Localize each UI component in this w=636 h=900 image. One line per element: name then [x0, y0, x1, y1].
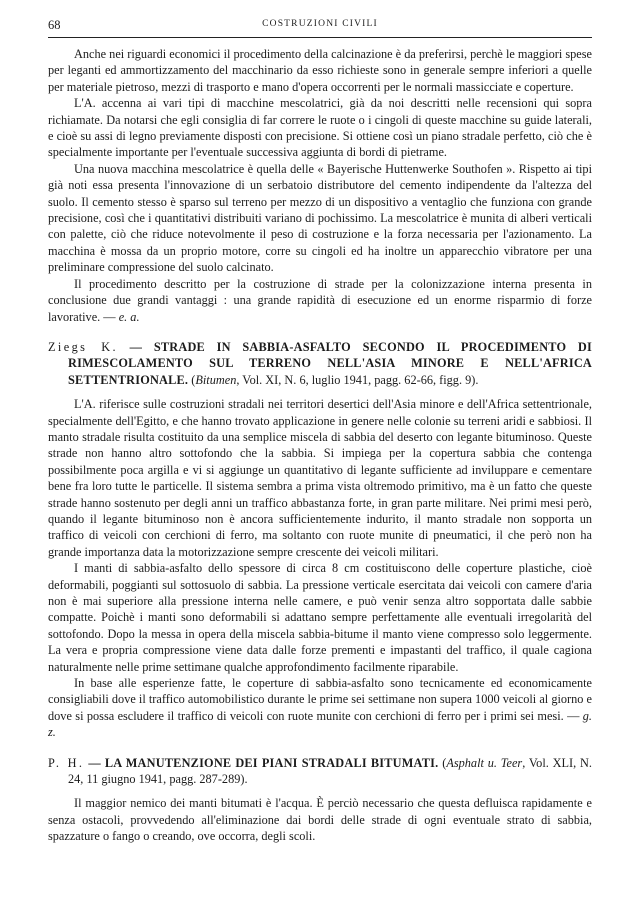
- spacer: [48, 741, 592, 755]
- page-header: [48, 18, 592, 34]
- spacer: [48, 787, 592, 795]
- paragraph: [48, 675, 592, 741]
- running-title: COSTRUZIONI CIVILI: [262, 19, 378, 29]
- paragraph: Il maggior nemico dei manti bitumati è l'acqua. È perciò necessario che questa defluisca rapidamente e senza ostacoli, provvedendo all'eliminazione dai bordi delle strade di ogni eventuale strato di sabbia, spazzature o fango o creando, ove occorra, degli scoli.: [48, 796, 592, 844]
- spacer: [48, 325, 592, 339]
- entry-source-open: (: [188, 372, 196, 387]
- entry-source-open: (: [438, 755, 447, 770]
- review-entry-heading: [48, 339, 592, 388]
- entry-source-journal: Bitumen: [195, 372, 237, 387]
- entry-source-details: , Vol. XLI, N. 24, 11 giugno 1941, pagg. 287-289).: [68, 755, 592, 787]
- paragraph: L'A. riferisce sulle costruzioni stradali nei territori desertici dell'Asia minore e dell'Africa settentrionale, specialmente dell'Egitto, e che hanno trovato applicazione in genere nelle colonie su terreni aridi e sabbiosi. Il manto stradale risulta costituito da una semplice miscela di sabbia del deserto con legante bituminoso. Queste strade non hanno altro sottofondo che la sabbia. Si impiega per la copertura sabbia che contenga possibilmente poca argilla e vi si aggiunge un quantitativo di legante sufficiente ad inviluppare e cementare bene fra loro tutte le particelle. Il sistema sembra a prima vista oltremodo primitivo, ma è un fatto che queste strade hanno sostenuto per degli anni un traffico abbastanza forte, in gran parte militare. Nei primi mesi però, quando il legante bituminoso non è ancora sufficientemente indurito, il manto stradale non sopporta un traffico di veicoli con cerchioni di ferro, ma soltanto con ruote munite di pneumatici, il che però non ha grande importanza data la motorizzazione sempre crescente dei veicoli militari.: [48, 397, 592, 559]
- paragraph: L'A. accenna ai vari tipi di macchine mescolatrici, già da noi descritti nelle recensioni qui sopra richiamate. Da notarsi che egli consiglia di far correre le ruote o i cingoli di queste macchine su guide laterali, e cioè su assi di legno previamente disposti con precisione. Si ottiene così un piano stradale perfetto, ciò che è specialmente importante per l'eventuale successiva aggiunta di bordi di pietrame.: [48, 96, 592, 160]
- header-rule: [48, 37, 592, 38]
- spacer: [48, 388, 592, 396]
- entry-title: — STRADE IN SABBIA-ASFALTO SECONDO IL PROCEDIMENTO DI RIMESCOLAMENTO SUL TERRENO NELL'ASIA MINORE E NELL'AFRICA SETTENTRIONALE.: [68, 339, 592, 387]
- page-number: 68: [48, 18, 61, 32]
- reviewer-signature: e. a.: [118, 309, 140, 324]
- paragraph-text: Il procedimento descritto per la costruzione di strade per la colonizzazione interna presenta in conclusione due grandi vantaggi : una grande rapidità di esecuzione ed un enorme risparmio di forze lavorative. —: [48, 276, 592, 324]
- entry-title: — LA MANUTENZIONE DEI PIANI STRADALI BITUMATI.: [84, 755, 439, 770]
- paragraph: Anche nei riguardi economici il procedimento della calcinazione è da preferirsi, perchè le maggiori spese per leganti ed ammortizzamento del macchinario da esso richieste sono in generale sempre inferiori a quelle per materiale pietroso, mezzi di trasporto e mano d'opera occorrenti per le normali massicciate e coperture.: [48, 47, 592, 94]
- entry-author: Ziegs K.: [48, 339, 118, 354]
- entry-source-details: , Vol. XI, N. 6, luglio 1941, pagg. 62-66, figg. 9).: [236, 372, 479, 387]
- article-body: [48, 46, 592, 845]
- entry-author: P. H.: [48, 755, 85, 770]
- paragraph: Una nuova macchina mescolatrice è quella delle « Bayerische Huttenwerke Southofen ». Rispetto ai tipi già noti essa presenta l'innovazione di un serbatoio distributore del cemento indipendente da l'altezza del suolo. Il cemento stesso è sparso sul terreno per mezzo di un dispositivo a ventaglio che funziona con grande precisione, così che i quantitativi distribuiti variano di pochissimo. La mescolatrice è munita di alberi verticali con palette, ciò che riduce notevolmente il peso di costruzione e la forza necessaria per l'azionamento. La macchina è mossa da un proprio motore, corre su cingoli ed ha inoltre un apparecchio vibratore per una preliminare compressione del suolo calcinato.: [48, 161, 592, 275]
- reviewer-signature: g. z.: [48, 708, 592, 740]
- entry-source-journal: Asphalt u. Teer: [446, 755, 523, 770]
- paragraph: I manti di sabbia-asfalto dello spessore di circa 8 cm costituiscono delle coperture plastiche, cioè deformabili, poggianti sul sottosuolo di sabbia. La pressione verticale esercitata dai veicoli con camere d'aria non è mai superiore alla pressione interna nelle camere, e può venir senza altro sopportata dalle sabbie compatte. Poichè i manti sono deformabili si adattano sempre perfettamente alle eventuali irregolarità del sottofondo. Dopo la messa in opera della miscela sabbia-bitume il manto viene compresso solo leggermente. La vera e propria compressione viene data dalle forze prementi e impastanti del traffico, il quale cagiona naturalmente nelle prime settimane qualche approfondimento facilmente riparabile.: [48, 561, 592, 674]
- paragraph-text: In base alle esperienze fatte, le coperture di sabbia-asfalto sono tecnicamente ed economicamente consigliabili dove il traffico automobilistico durante le prime sei settimane non supera 1000 veicoli al giorno e dove si possa escludere il traffico di veicoli con ruote munite con cerchioni di ferro per i primi sei mesi. —: [48, 676, 592, 723]
- paragraph: [48, 276, 592, 325]
- review-entry-heading: [48, 755, 592, 788]
